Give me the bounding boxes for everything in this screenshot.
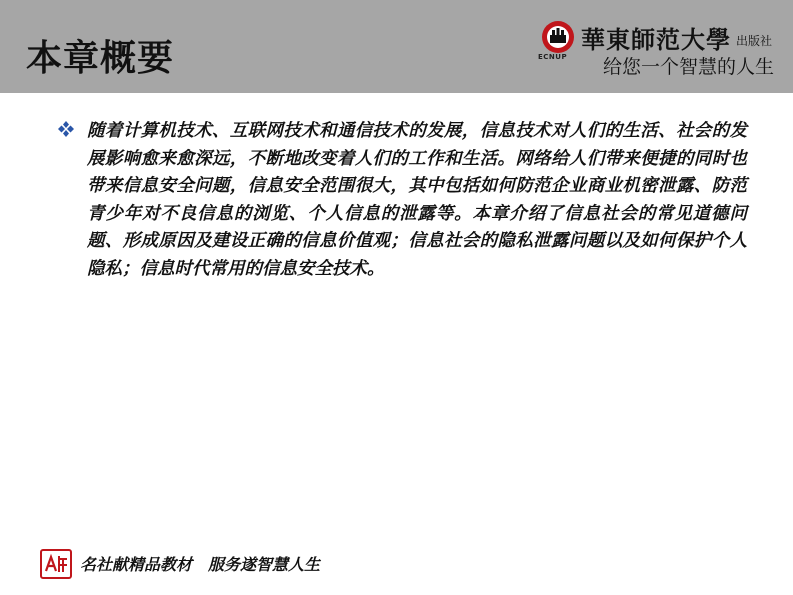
footer <box>40 549 360 579</box>
publisher-slogan: 给您一个智慧的人生 <box>603 56 775 78</box>
header-bar <box>0 0 793 93</box>
publisher-brand <box>535 18 780 78</box>
diamond-bullet-icon <box>57 120 75 138</box>
footer-tagline: 名社献精品教材 服务遂智慧人生 <box>80 555 321 574</box>
university-name: 華東師范大學 <box>581 25 731 54</box>
chapter-summary <box>57 118 747 283</box>
ecnu-logo-icon <box>541 20 575 54</box>
press-label: 出版社 <box>736 34 773 48</box>
summary-paragraph: 随着计算机技术、互联网技术和通信技术的发展，信息技术对人们的生活、社会的发展影响愈来愈深远，不断地改变着人们的工作和生活。网络给人们带来便捷的同时也带来信息安全问题，信息安全范围很大，其中包括如何防范企业商业机密泄露、防范青少年对不良信息的浏览、个人信息的泄露等。本章介绍了信息社会的常见道德问题、形成原因及建设正确的信息价值观；信息社会的隐私泄露问题以及如何保护个人隐私；信息时代常用的信息安全技术。 <box>87 121 747 279</box>
daxia-seal-icon <box>40 549 72 579</box>
page-title: 本章概要 <box>26 38 175 79</box>
logo-caption: ECNUP <box>538 53 568 61</box>
